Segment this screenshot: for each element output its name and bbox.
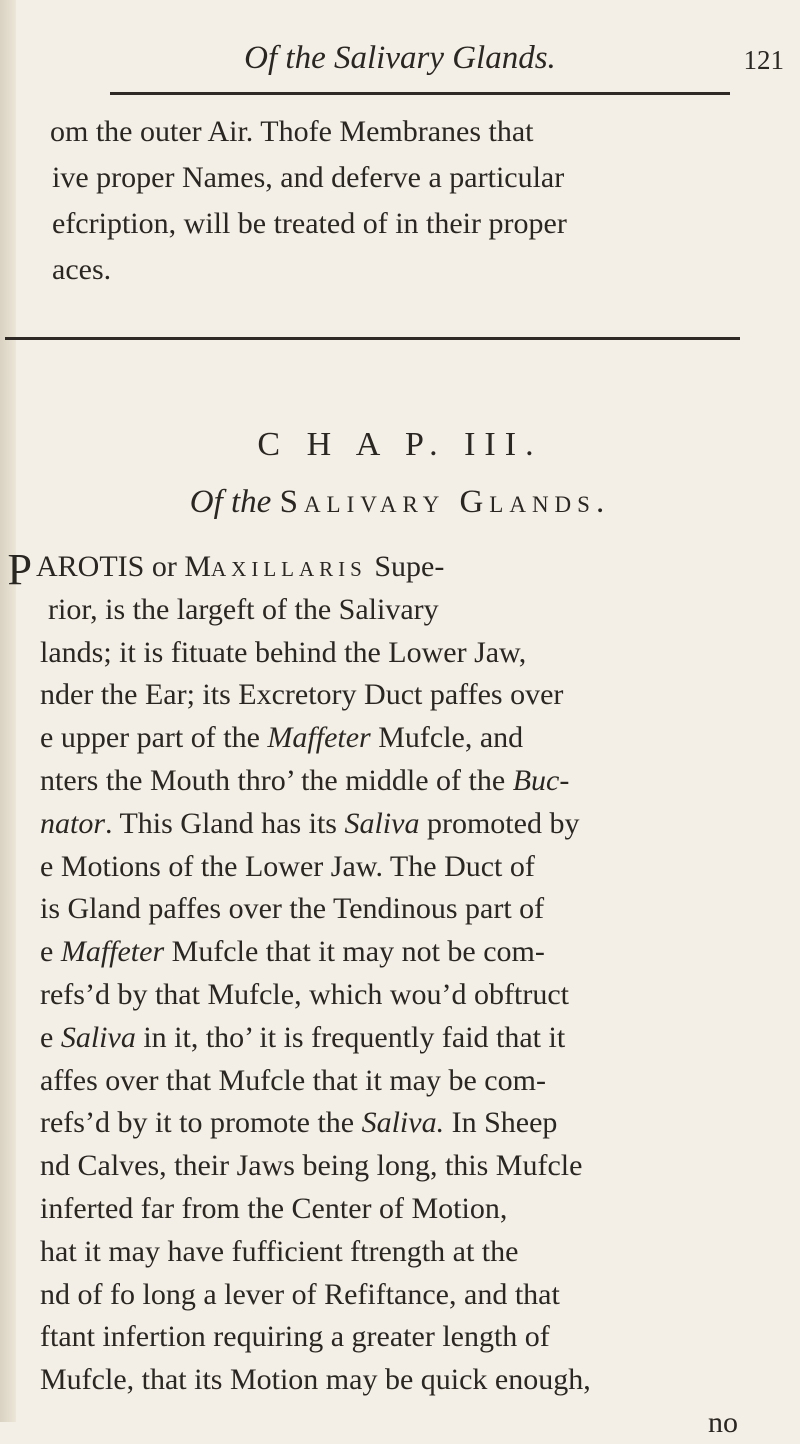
- text-segment: refs’d by that Mufcle, which wou’d obftruct: [40, 978, 570, 1011]
- paragraph-line: [40, 1101, 740, 1144]
- text-segment: lands; it is fituate behind the Lower Jaw,: [40, 635, 527, 669]
- paragraph-line: [40, 1059, 740, 1102]
- text-segment: e: [40, 935, 61, 969]
- text-segment: Supe-: [366, 550, 445, 583]
- intro-line: aces.: [52, 253, 112, 286]
- text-segment: is Gland paffes over the Tendinous part of: [40, 892, 545, 926]
- text-segment: Maffeter: [267, 721, 371, 755]
- text-segment: refs’d by it to promote the: [40, 1106, 362, 1140]
- text-segment: Buc-: [512, 764, 570, 797]
- chapter-heading: C H A P. III.: [257, 426, 543, 463]
- page-binding-edge: [0, 0, 16, 1422]
- text-segment: rior, is the largeft of the Salivary: [48, 592, 439, 626]
- text-segment: affes over that Mufcle that it may be com-: [40, 1063, 546, 1097]
- text-segment: in it, tho’ it is frequently faid that it: [135, 1020, 566, 1054]
- text-segment: hat it may have fufficient ftrength at the: [40, 1234, 519, 1268]
- text-segment: nters the Mouth thro’ the middle of the: [40, 764, 513, 797]
- paragraph-line: [40, 673, 740, 716]
- text-segment: inferted far from the Center of Motion,: [40, 1192, 508, 1225]
- paragraph-line: [40, 1016, 740, 1059]
- text-segment: ftant infertion requiring a greater length of: [40, 1320, 550, 1354]
- paragraph-line: [40, 1187, 740, 1230]
- text-segment: nd Calves, their Jaws being long, this Mufcle: [40, 1149, 583, 1183]
- text-segment: Mufcle, that its Motion may be quick enough,: [40, 1363, 591, 1397]
- paragraph-line: [40, 716, 740, 759]
- page-number: 121: [743, 45, 784, 75]
- paragraph-line: [48, 588, 748, 631]
- paragraph-line: [40, 887, 740, 930]
- intro-line: ive proper Names, and deferve a particular: [52, 161, 565, 194]
- text-segment: axillaris: [211, 550, 367, 583]
- text-segment: Saliva: [344, 806, 420, 840]
- text-segment: Saliva.: [361, 1106, 445, 1140]
- paragraph-line: [40, 759, 740, 802]
- text-segment: In Sheep: [444, 1106, 558, 1140]
- section-heading-prefix: Of the: [189, 484, 272, 520]
- paragraph-line: [40, 845, 740, 888]
- text-segment: e Motions of the Lower Jaw. The Duct of: [40, 849, 535, 883]
- paragraph-line: [40, 631, 740, 674]
- running-head: [0, 38, 800, 78]
- text-segment: Mufcle that it may not be com-: [164, 935, 545, 969]
- text-segment: nder the Ear; its Excretory Duct paffes over: [40, 678, 564, 712]
- paragraph-line: [36, 545, 736, 588]
- paragraph-line: [40, 802, 740, 845]
- paragraph-line: [40, 930, 740, 973]
- text-segment: Maffeter: [60, 935, 165, 969]
- text-segment: promoted by: [419, 806, 580, 840]
- paragraph-line: [40, 1315, 740, 1358]
- text-segment: e upper part of the: [40, 721, 268, 755]
- paragraph-line: [40, 1144, 740, 1187]
- intro-line: efcription, will be treated of in their proper: [52, 207, 567, 240]
- section-heading-name: Salivary Glands.: [279, 484, 611, 520]
- catchword: no: [708, 1406, 738, 1439]
- section-heading: [50, 480, 750, 524]
- text-segment: nd of fo long a lever of Refiftance, and that: [40, 1277, 560, 1311]
- running-head-title: Of the Salivary Glands.: [244, 40, 556, 76]
- text-segment: e: [40, 1020, 61, 1054]
- paragraph-line: [40, 973, 740, 1016]
- paragraph-line: [40, 1358, 740, 1401]
- header-rule: [110, 92, 730, 95]
- text-segment: AROTIS or M: [36, 550, 212, 583]
- text-segment: Saliva: [60, 1020, 136, 1054]
- paragraph-line: [40, 1230, 740, 1273]
- text-segment: nator: [40, 806, 106, 840]
- drop-cap: P: [7, 545, 32, 594]
- text-segment: . This Gland has its: [105, 806, 345, 840]
- text-segment: Mufcle, and: [370, 721, 524, 755]
- paragraph-line: [40, 1273, 740, 1316]
- intro-line: om the outer Air. Thofe Membranes that: [50, 115, 534, 148]
- chapter-divider-rule: [5, 337, 740, 340]
